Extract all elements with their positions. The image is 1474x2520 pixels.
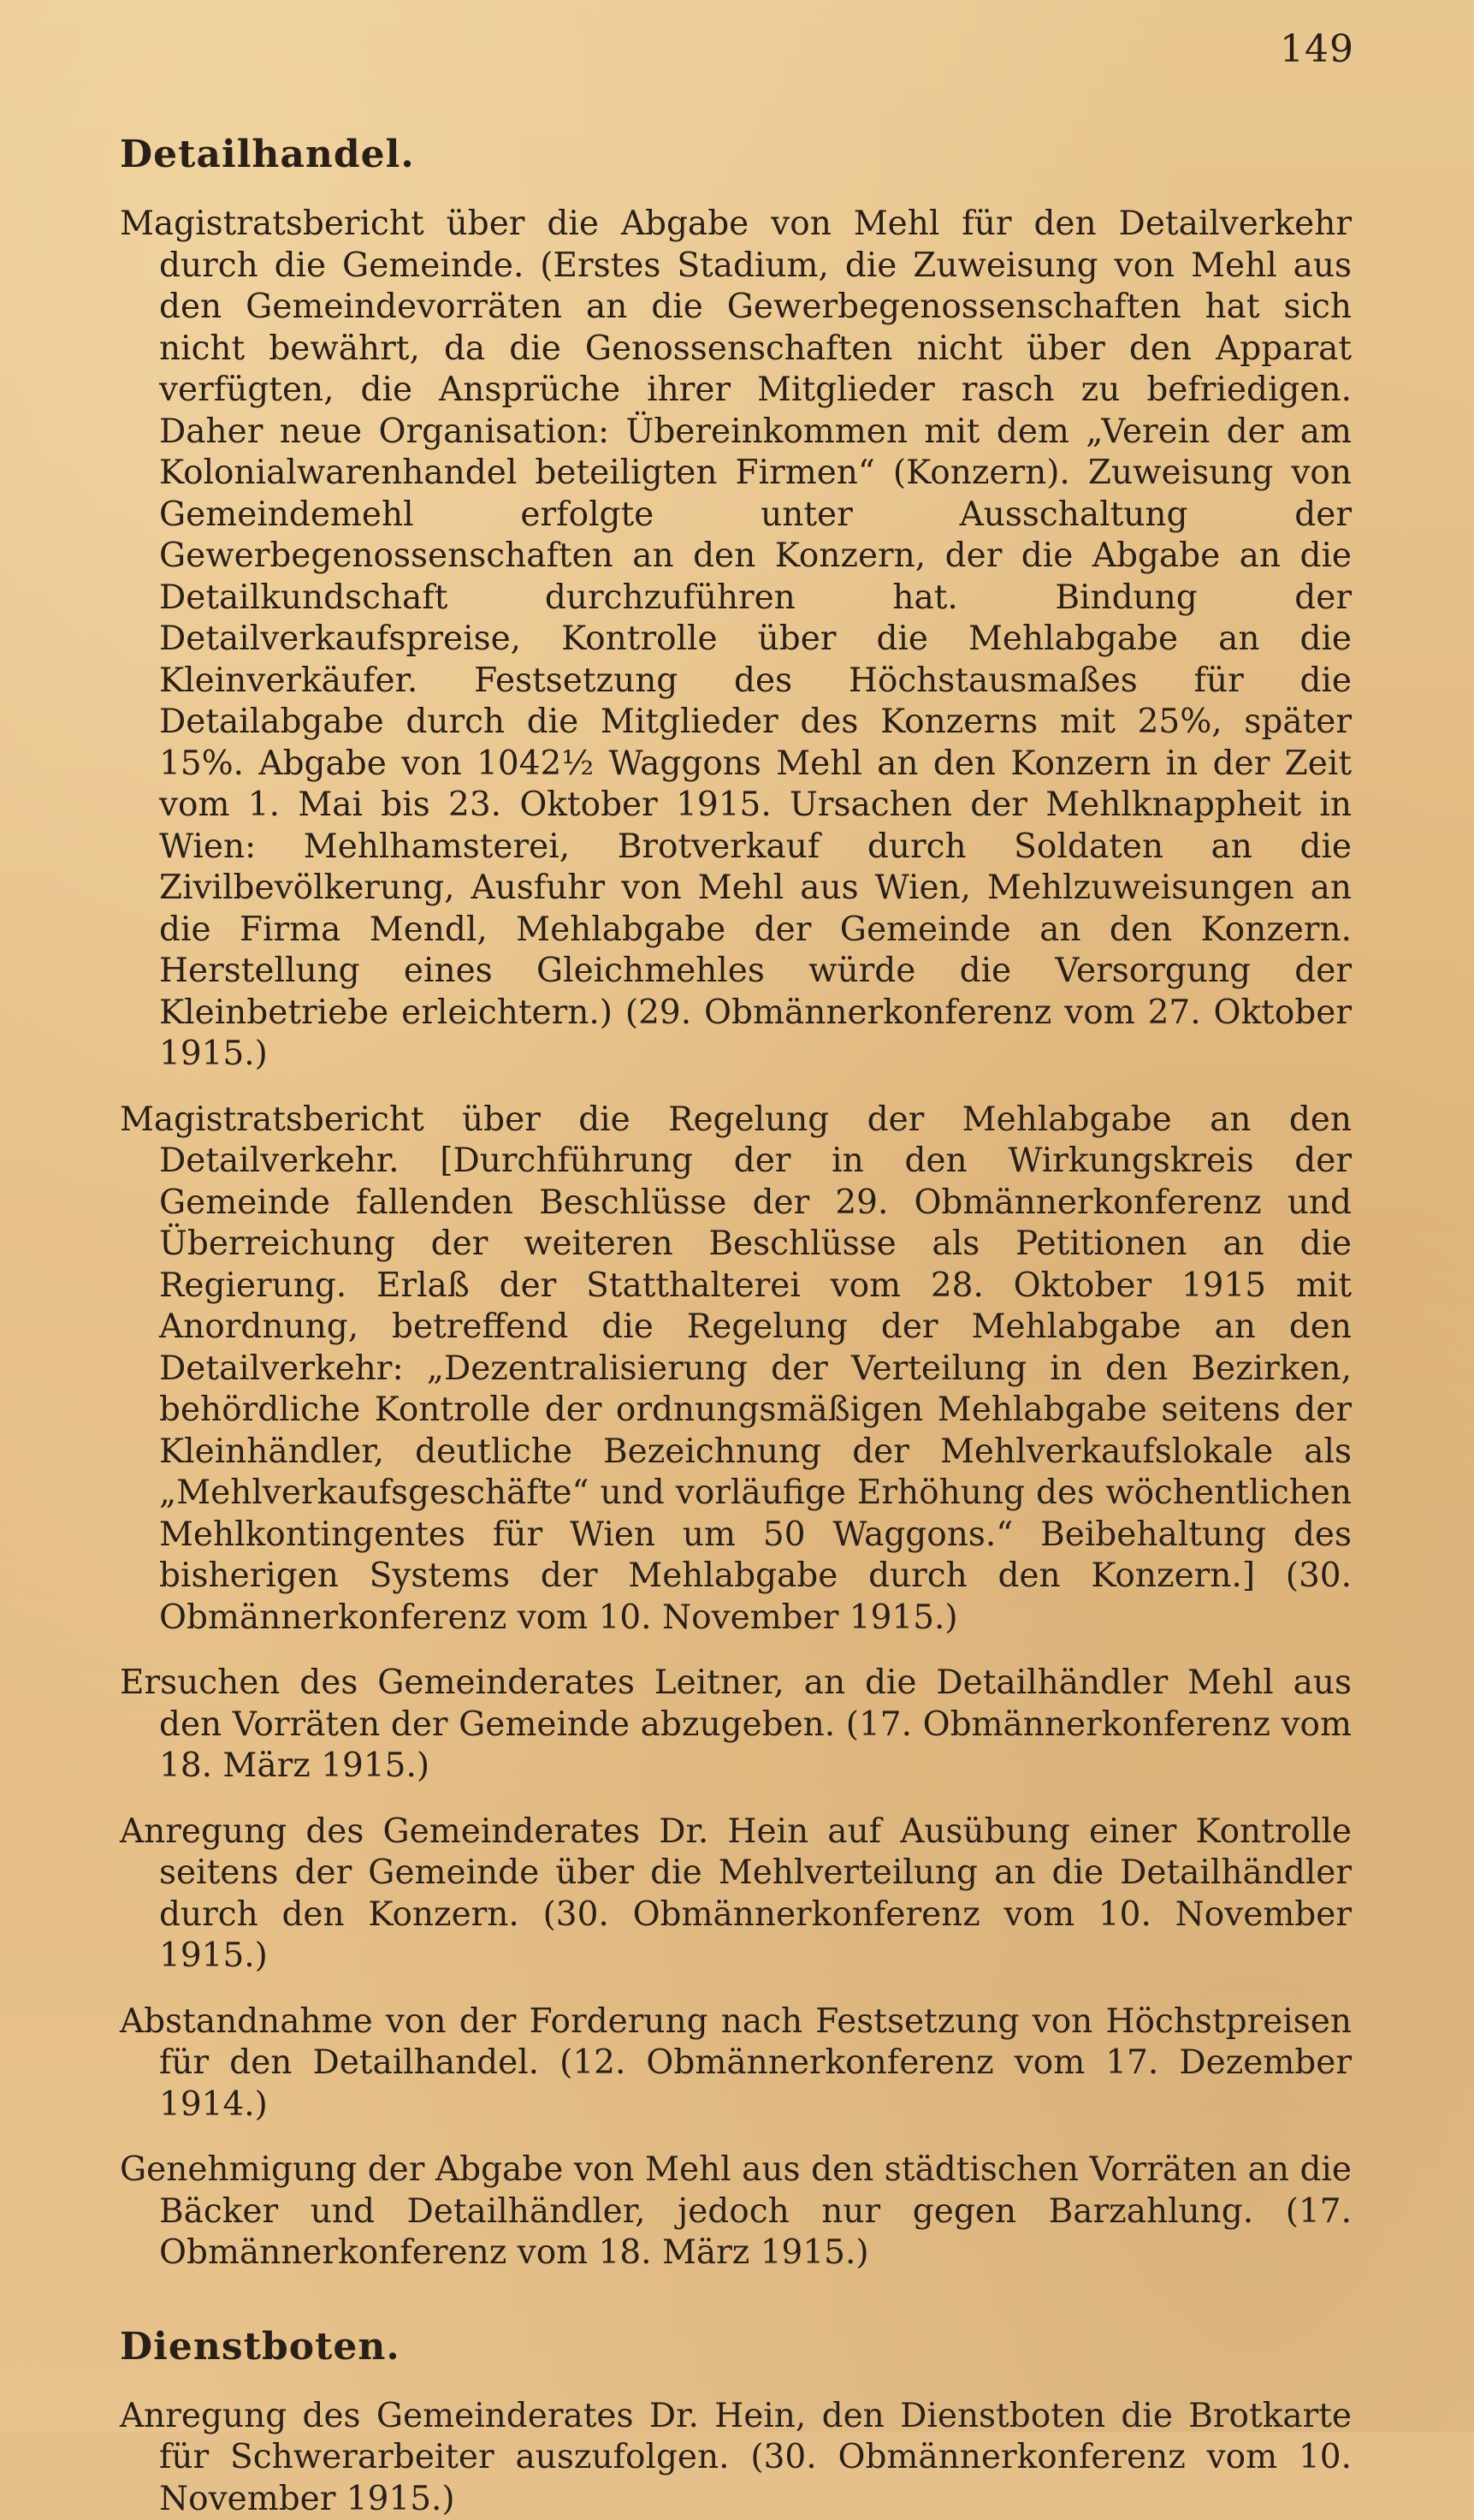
section-heading-dienstboten: Dienstboten. [120,2321,1352,2374]
entry-paragraph: Anregung des Gemeinderates Dr. Hein, den Dienstboten die Brotkarte für Schwerarbeiter auszufolgen. (30. Obmännerkonferenz vom 10. November 1915.) [120,2396,1352,2520]
entry-paragraph: Abstandnahme von der Forderung nach Festsetzung von Höchstpreisen für den Detailhandel. (12. Obmännerkonferenz vom 17. Dezember 1914.) [120,2001,1352,2126]
entry-paragraph: Anregung des Gemeinderates Dr. Hein auf Ausübung einer Kontrolle seitens der Gemeinde über die Mehlverteilung an die Detailhändler durch den Konzern. (30. Obmännerkonferenz vom 10. November 1915.) [120,1811,1352,1977]
section-heading-detailhandel: Detailhandel. [120,128,1352,181]
entry-paragraph: Magistratsbericht über die Abgabe von Mehl für den Detailverkehr durch die Gemeinde. (Erstes Stadium, die Zuweisung von Mehl aus den Gemeindevorräten an die Gewerbegenossenschaften hat sich nicht bewährt, da die Genossenschaften nicht über den Apparat verfügten, die Ansprüche ihrer Mitglieder rasch zu befriedigen. Daher neue Organisation: Übereinkommen mit dem „Verein der am Kolonialwarenhandel beteiligten Firmen“ (Konzern). Zuweisung von Gemeindemehl erfolgte unter Ausschaltung der Gewerbegenossenschaften an den Konzern, der die Abgabe an die Detailkundschaft durchzuführen hat. Bindung der Detailverkaufspreise, Kontrolle über die Mehlabgabe an die Kleinverkäufer. Festsetzung des Höchstausmaßes für die Detailabgabe durch die Mitglieder des Konzerns mit 25%, später 15%. Abgabe von 1042½ Waggons Mehl an den Konzern in der Zeit vom 1. Mai bis 23. Oktober 1915. Ursachen der Mehlknappheit in Wien: Mehlhamsterei, Brotverkauf durch Soldaten an die Zivilbevölkerung, Ausfuhr von Mehl aus Wien, Mehlzuweisungen an die Firma Mendl, Mehlabgabe der Gemeinde an den Konzern. Herstellung eines Gleichmehles würde die Versorgung der Kleinbetriebe erleichtern.) (29. Obmännerkonferenz vom 27. Oktober 1915.) [120,204,1352,1076]
page-content [120,128,1352,2520]
section-entries-dienstboten [120,2396,1352,2520]
section-entries-detailhandel [120,204,1352,2274]
page-number: 149 [1280,27,1354,71]
entry-paragraph: Magistratsbericht über die Regelung der Mehlabgabe an den Detailverkehr. [Durchführung der in den Wirkungskreis der Gemeinde fallenden Beschlüsse der 29. Obmännerkonferenz und Überreichung der weiteren Beschlüsse als Petitionen an die Regierung. Erlaß der Statthalterei vom 28. Oktober 1915 mit Anordnung, betreffend die Regelung der Mehlabgabe an den Detailverkehr: „Dezentralisierung der Verteilung in den Bezirken, behördliche Kontrolle der ordnungsmäßigen Mehlabgabe seitens der Kleinhändler, deutliche Bezeichnung der Mehlverkaufslokale als „Mehlverkaufsgeschäfte“ und vorläufige Erhöhung des wöchentlichen Mehlkontingentes für Wien um 50 Waggons.“ Beibehaltung des bisherigen Systems der Mehlabgabe durch den Konzern.] (30. Obmännerkonferenz vom 10. November 1915.) [120,1100,1352,1639]
entry-paragraph: Ersuchen des Gemeinderates Leitner, an die Detailhändler Mehl aus den Vorräten der Gemeinde abzugeben. (17. Obmännerkonferenz vom 18. März 1915.) [120,1663,1352,1788]
entry-paragraph: Genehmigung der Abgabe von Mehl aus den städtischen Vorräten an die Bäcker und Detailhändler, jedoch nur gegen Barzahlung. (17. Obmännerkonferenz vom 18. März 1915.) [120,2149,1352,2274]
